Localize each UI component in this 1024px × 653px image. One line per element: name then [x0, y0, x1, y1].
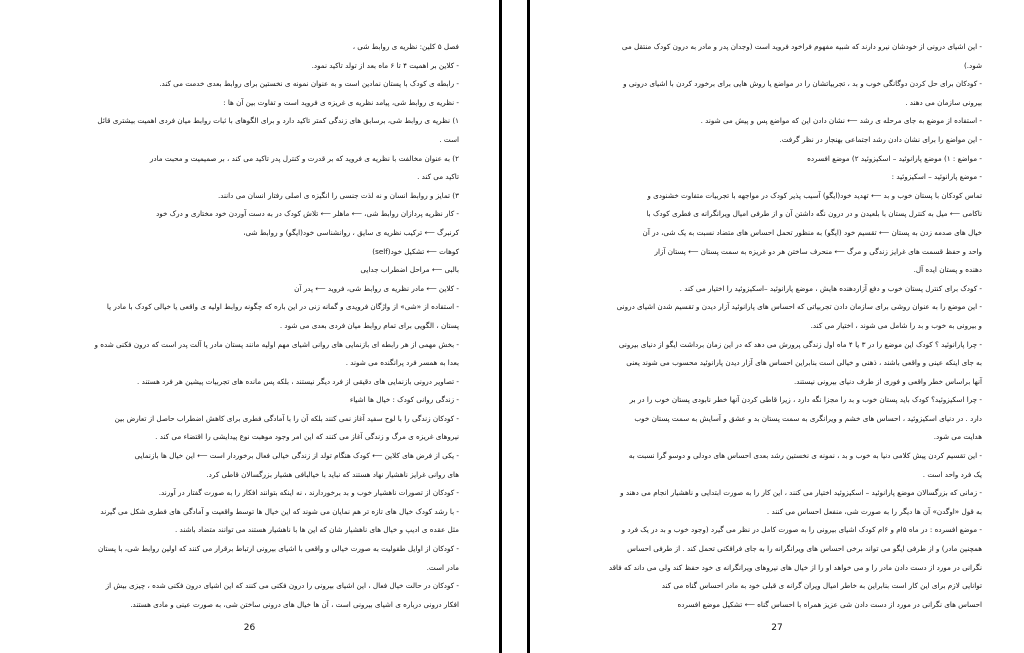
text-line: ۲) به عنوان مخالفت با نظریه ی فروید که بر قدرت و کنترل پدر تاکید می کند ، بر صمیمیت و محبت مادر [149, 153, 459, 163]
text-line: تماس کودکان با پستان خوب و بد ⟵ تهدید خود(ایگو) آسیب پذیر کودک در مواجهه با تجربیات متفاوت خشنودی و [647, 190, 982, 200]
text-line: بالبی ⟵ مراحل اضطراب جدایی [360, 265, 459, 275]
right-page-text [558, 38, 982, 609]
text-line: - نظریه ی روابط شی، پیامد نظریه ی غریزه ی فروید است و تفاوت بین آن ها : [223, 97, 459, 107]
text-line: - موضع پارانوئید – اسکیزوئید : [891, 172, 982, 182]
text-line: نگرانی در مورد از دست دادن مادر را و می خواهد او را از خیال های نیروهای ویرانگرانه ی خود حفظ کند ولی می داند که فاقد [608, 562, 982, 572]
text-line: - کلاین بر اهمیت ۴ تا ۶ ماه بعد از تولد تاکید نمود. [311, 60, 459, 70]
text-line: بعدا به همسر فرد پرانگنده می شوند . [345, 358, 459, 368]
text-line: احساس های نگرانی در مورد از دست دادن شی عزیز همراه با احساس گناه ⟵ تشکیل موضع افسرده [677, 599, 982, 609]
text-line: - کودکان از تصورات ناهشیار خوب و بد برخوردارند ، نه اینکه بتوانند افکار را به صورت گفتار در آورند. [158, 488, 459, 498]
text-line: ۱) نظریه ی روابط شی، برسابق های زندگی کمتر تاکید دارد و برای الگوهای با ثبات روابط میان فردی اهمیت بیشتری قائل [97, 116, 459, 126]
text-line: توانایی لازم برای این کار است بنابراین به خاطر امیال ویران گرانه ی قبلی خود به مادر احساس گناه می کند [661, 581, 982, 591]
text-line: - زمانی که بزرگسالان موضع پارانوئید – اسکیزوئید اختیار می کنند ، این کار را به صورت ابتدایی و ناهشیار انجام می دهند و [620, 488, 982, 498]
page-gutter [505, 0, 527, 653]
left-page [0, 0, 502, 653]
text-line: افکار درونی درباره ی اشیای بیرونی است ، آن ها خیال های درونی ساختن شی، به صورت عینی و مادی هستند. [130, 599, 459, 609]
text-line: - این موضع را به عنوان روشی برای سازمان دادن تجربیاتی که احساس های پارانوئید آزار دیدن و تقسیم شدن اشیای درونی [616, 302, 982, 312]
text-line: - تصاویر درونی بازنمایی های دقیقی از فرد دیگر نیستند ، بلکه پس مانده های تجربیات پیشین هر فرد هستند . [137, 376, 459, 386]
text-line: - چرا پارانوئید ؟ کودک این موضع را در ۳ یا ۴ ماه اول زندگی پرورش می دهد که در این زمان برداشت ایگو از دنیای بیرونی [618, 339, 982, 349]
text-line: - کودکان از اوایل طفولیت به صورت خیالی و واقعی با اشیای بیرونی ارتباط برقرار می کنند که اولین روابط شی، با پستان [97, 544, 459, 554]
text-line: - چرا اسکیزوئید؟ کودک باید پستان خوب و بد را مجزا نگه دارد ، زیرا قاطی کردن آنها خطر نابودی پستان خوب را در بر [629, 395, 982, 405]
text-line: - کودکان زندگی را با لوح سفید آغاز نمی کنند بلکه آن را با آمادگی فطری برای کاهش اضطراب حاصل از تعارض بین [114, 413, 459, 423]
text-line: - زندگی روانی کودک : خیال ها اشیاء [349, 395, 459, 405]
text-line: های روانی غرایز ناهشیار نهاد هستند که نباید با خیالبافی هشیار بزرگسالان قاطی کرد. [206, 469, 459, 479]
text-line: - موضع افسرده : در ماه ۵ام و ۶ام کودک اشیای بیرونی را به صورت کامل در نظر می گیرد (وجود خوب و بد در یک فرد و [621, 525, 982, 535]
left-page-number: 26 [243, 623, 256, 633]
text-line: به قول «اوگدن» آن ها دیگر را به صورت شی، منفعل احساس می کنند . [766, 506, 982, 516]
text-line: بیرونی سازمان می دهند . [905, 97, 982, 107]
text-line: به جای اینکه عینی و واقعی باشند ، ذهنی و خیالی است بنابراین احساس های آزار دیدن پارانوئید محسوب می شوند یعنی [626, 358, 982, 368]
text-line: شود.) [963, 60, 982, 70]
text-line: دارد . در دنیای اسکیزوئید ، احساس های خشم و ویرانگری به سمت پستان بد و عشق و آسایش به سمت پستان خوب [634, 413, 982, 423]
text-line: کوهات ⟵ تشکیل خود(self) [372, 246, 459, 256]
text-line: - این اشیای درونی از خودشان نیرو دارند که شبیه مفهوم فراخود فروید است (وجدان پدر و مادر به درون کودک منتقل می [621, 42, 982, 51]
text-line: - یکی از فرض های کلاین ⟵ کودک هنگام تولد از زندگی خیالی فعال برخوردار است ⟵ این خیال ها بازنمایی [134, 451, 459, 461]
text-line: مثل عقده ی ادیپ و خیال های ناهشیار شان که این ها با ناهشیار هستند می توانند متضاد باشند . [174, 525, 459, 535]
text-line: خیال های صدمه زدن به پستان ⟵ تقسیم خود (ایگو) به منظور تحمل احساس های متضاد نسبت به یک شی، در آن [642, 227, 982, 237]
text-line: - این مواضع را برای نشان دادن رشد اجتماعی بهنجار در نظر گرفت. [779, 134, 982, 144]
text-line: ناکامی ⟵ میل به کنترل پستان با بلعیدن و در درون نگه داشتن آن و از طرفی امیال ویرانگرانه ی فطری کودک با [646, 209, 982, 219]
text-line: است . [439, 134, 459, 144]
right-page [527, 0, 1024, 653]
text-line: نیروهای غریزه ی مرگ و زندگی آغاز می کنند که این امر وجود موهبت نوع پیدایشی را اقتضاء می کند . [155, 432, 459, 442]
text-line: - با رشد کودک خیال های تازه تر هم نمایان می شوند که این خیال ها توسط واقعیت و آمادگی های فطری شکل می گیرند [100, 506, 459, 516]
text-line: - استفاده از موضع به جای مرحله ی رشد ⟵ نشان دادن این که مواضع پس و پیش می شوند . [700, 116, 982, 126]
text-line: دهنده و پستان ایده آل. [913, 265, 982, 275]
text-line: - رابطه ی کودک با پستان نمادین است و به عنوان نمونه ی نخستین برای روابط بعدی خدمت می کند. [159, 79, 459, 89]
text-line: - کلاین ⟵ مادر نظریه ی روابط شی، فروید ⟵ پدر آن [294, 283, 459, 293]
text-line: تاکید می کند . [417, 172, 459, 182]
text-line: واحد و حفظ قسمت های غرایز زندگی و مرگ ⟵ منحرف ساختن هر دو غریزه به سمت پستان ⟵ پستان آزار [654, 246, 982, 256]
text-line: هدایت می شود. [933, 432, 982, 442]
text-line: مادر است. [426, 562, 459, 572]
text-line: - استفاده از «شی» از واژگان فرویدی و گمانه زنی در این باره که چگونه روابط اولیه ی واقعی یا خیالی کودک با مادر یا [106, 302, 459, 312]
text-line: و بیرونی به خوب و بد را شامل می شوند ، اختیار می کند. [810, 320, 982, 330]
text-line: - بخش مهمی از هر رابطه ای بازنمایی های روانی اشیای مهم اولیه مانند پستان مادر یا آلت پدر است که درون فکنی شده و [94, 339, 459, 349]
text-line: ۳) تمایز و روابط انسان و نه لذت جنسی را انگیزه ی اصلی رفتار انسان می دانند. [217, 190, 459, 200]
text-line: یک فرد واحد است . [922, 469, 982, 479]
text-line: - این تقسیم کردن پیش کلامی دنیا به خوب و بد ، نمونه ی نخستین رشد بعدی احساس های دودلی و دوسو گرا نسبت به [628, 451, 982, 461]
text-line: فصل ۵ کلین: نظریه ی روابط شی ، [352, 42, 459, 51]
text-line: کرنبرگ ⟵ ترکیب نظریه ی سایق ، روانشناسی خود(ایگو) و روابط شی، [243, 227, 459, 237]
text-line: - مواضع : ۱) موضع پارانوئید – اسکیزوئید ۲) موضع افسرده [807, 153, 982, 163]
text-line: - کودک برای کنترل پستان خوب و دفع آزاردهنده هایش ، موضع پارانوئید –اسکیزوئید را اختیار می کند . [679, 283, 982, 293]
text-line: - کودکان برای حل کردن دوگانگی خوب و بد ، تجربیاتشان را در مواضع یا روش هایی برای برخورد کردن با اشیای درونی و [623, 79, 982, 89]
text-line: - کودکان در حالت خیال فعال ، این اشیای بیرونی را درون فکنی می کنند که این اشیای درون فکنی شده ، چیزی بیش از [105, 581, 459, 591]
text-line: - کار نظریه پردازان روابط شی، ⟵ ماهلر ⟵ تلاش کودک در به دست آوردن خود مختاری و درک خود [156, 209, 459, 219]
left-page-text [30, 38, 459, 609]
text-line: همچنین مادر) و از طرفی ایگو می تواند برخی احساس های ویرانگرانه را به جای فرافکنی تحمل کند . از طرفی احساس [627, 544, 982, 554]
text-line: پستان ، الگویی برای تمام روابط میان فردی بعدی می شود . [279, 320, 459, 330]
right-page-number: 27 [771, 623, 783, 633]
text-line: آنها براساس خطر واقعی و فوری از طرف دنیای بیرونی نیستند. [793, 376, 982, 386]
